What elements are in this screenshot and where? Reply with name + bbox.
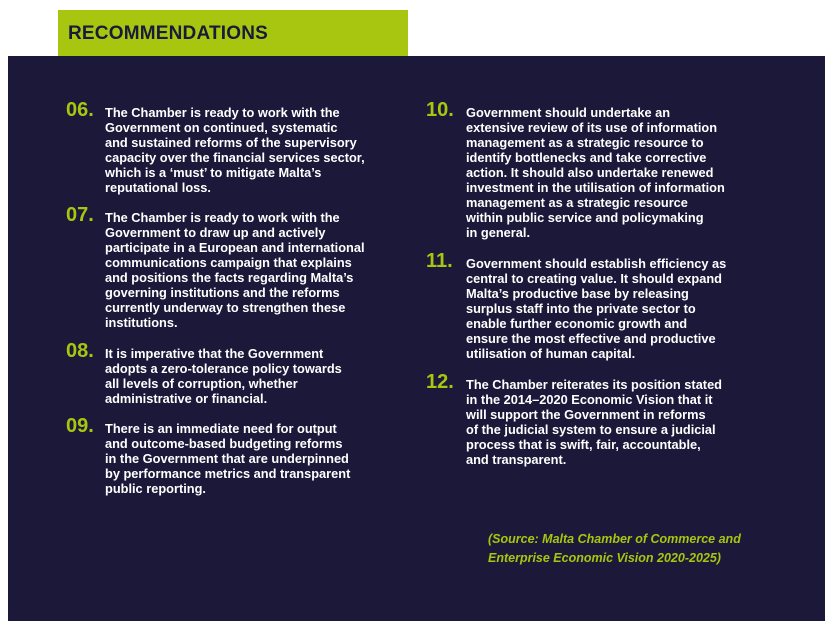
text-line: process that is swift, fair, accountable,: [466, 437, 701, 452]
text-line: Government should establish efficiency as: [466, 256, 727, 271]
text-line: action. It should also undertake renewed: [466, 165, 714, 180]
text-line: and positions the facts regarding Malta’s: [105, 270, 354, 285]
text-line: which is a ‘must’ to mitigate Malta’s: [105, 165, 322, 180]
text-line: ensure the most effective and productive: [466, 331, 716, 346]
text-line: Government should undertake an: [466, 105, 671, 120]
text-line: extensive review of its use of information: [466, 120, 718, 135]
recommendation-09: [66, 417, 350, 496]
recommendation-06: [66, 101, 365, 195]
text-line: participate in a European and international: [105, 240, 365, 255]
text-line: within public service and policymaking: [466, 210, 704, 225]
recommendation-text: [105, 346, 342, 406]
recommendation-number: 10.: [426, 99, 454, 121]
text-line: of the judicial system to ensure a judicial: [466, 422, 716, 437]
recommendation-12: [426, 373, 722, 467]
recommendation-number: 07.: [66, 204, 94, 226]
text-line: management as a strategic resource: [466, 195, 688, 210]
text-line: and transparent.: [466, 452, 567, 467]
source-line: Enterprise Economic Vision 2020-2025): [488, 551, 721, 565]
text-line: There is an immediate need for output: [105, 421, 337, 436]
recommendation-07: [66, 206, 365, 330]
text-line: in the 2014–2020 Economic Vision that it: [466, 392, 713, 407]
text-line: Government on continued, systematic: [105, 120, 338, 135]
text-line: central to creating value. It should expand: [466, 271, 722, 286]
text-line: institutions.: [105, 315, 178, 330]
text-line: surplus staff into the private sector to: [466, 301, 696, 316]
recommendation-10: [426, 101, 725, 240]
text-line: and sustained reforms of the supervisory: [105, 135, 357, 150]
recommendation-08: [66, 342, 342, 406]
text-line: The Chamber is ready to work with the: [105, 210, 340, 225]
source-citation: [488, 530, 741, 568]
recommendation-number: 06.: [66, 99, 94, 121]
recommendation-text: [466, 105, 725, 240]
text-line: all levels of corruption, whether: [105, 376, 298, 391]
text-line: investment in the utilisation of information: [466, 180, 725, 195]
recommendation-number: 12.: [426, 371, 454, 393]
text-line: will support the Government in reforms: [466, 407, 706, 422]
text-line: adopts a zero-tolerance policy towards: [105, 361, 342, 376]
text-line: reputational loss.: [105, 180, 211, 195]
text-line: The Chamber reiterates its position stated: [466, 377, 723, 392]
text-line: enable further economic growth and: [466, 316, 688, 331]
text-line: Government to draw up and actively: [105, 225, 326, 240]
text-line: identify bottlenecks and take corrective: [466, 150, 707, 165]
recommendation-text: [105, 105, 365, 195]
text-line: communications campaign that explains: [105, 255, 352, 270]
recommendation-number: 08.: [66, 340, 94, 362]
text-line: It is imperative that the Government: [105, 346, 324, 361]
text-line: administrative or financial.: [105, 391, 268, 406]
page-title: RECOMMENDATIONS: [68, 23, 269, 44]
text-line: public reporting.: [105, 481, 206, 496]
recommendation-number: 11.: [426, 250, 453, 272]
text-line: by performance metrics and transparent: [105, 466, 351, 481]
text-line: in the Government that are underpinned: [105, 451, 349, 466]
recommendation-text: [466, 256, 726, 361]
header-tab: [58, 10, 408, 56]
text-line: The Chamber is ready to work with the: [105, 105, 340, 120]
recommendation-number: 09.: [66, 415, 94, 437]
source-line: (Source: Malta Chamber of Commerce and: [488, 532, 741, 546]
text-line: and outcome-based budgeting reforms: [105, 436, 343, 451]
text-line: management as a strategic resource to: [466, 135, 704, 150]
text-line: currently underway to strengthen these: [105, 300, 346, 315]
text-line: capacity over the financial services sector,: [105, 150, 365, 165]
recommendation-text: [105, 210, 365, 330]
recommendation-text: [105, 421, 350, 496]
recommendation-11: [426, 252, 726, 361]
text-line: governing institutions and the reforms: [105, 285, 340, 300]
text-line: utilisation of human capital.: [466, 346, 636, 361]
text-line: in general.: [466, 225, 531, 240]
text-line: Malta’s productive base by releasing: [466, 286, 689, 301]
recommendation-text: [466, 377, 722, 467]
